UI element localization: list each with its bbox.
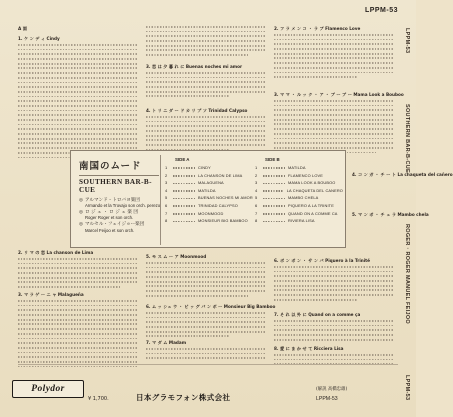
track-title: QUAND ON A COMME CA (288, 210, 338, 216)
section (352, 212, 429, 220)
artist-item (79, 198, 160, 208)
section (274, 92, 404, 156)
track-row (165, 203, 253, 208)
track-listing-panel (70, 150, 346, 248)
spine-artists: ROGER · ROGER MANUEL FEIJOO (404, 223, 410, 324)
section-title: 5. マ ン ボ ・ チ ェ ラ Mambo chela (352, 212, 429, 217)
artist-name-japanese: ロ ジ ェ ・ ロ ジ ェ 楽 団 (84, 210, 138, 216)
track-row (255, 203, 343, 208)
bullet-icon: ◎ (79, 198, 83, 203)
divider (18, 364, 398, 365)
spine-catalog-top: LPPM-53 (404, 28, 410, 54)
spine-catalog-bottom: LPPM-53 (404, 374, 410, 400)
section (146, 304, 276, 340)
section-title: 4. コ ン ガ ・ チ ー ト La chaqueta del cañero (352, 172, 453, 177)
price: ¥ 1,700. (88, 396, 109, 402)
side-a-tracklist (165, 157, 253, 226)
track-number: 8 (255, 218, 258, 224)
section-title: 3. 恋 は 夕 暮 れ に Buenas noches mi amor (146, 64, 243, 69)
track-title: LA CHANSON DE LIMA (198, 172, 243, 178)
track-row (255, 173, 343, 178)
track-number: 5 (165, 195, 168, 201)
spine-title: SOUTHERN BAR-B-CUE (404, 104, 410, 174)
track-number: 8 (165, 218, 168, 224)
bullet-icon: ◎ (79, 210, 83, 216)
bullet-icon: ◎ (79, 222, 83, 228)
track-title: MAMBO CHELA (288, 195, 319, 201)
section (146, 340, 266, 362)
track-number: 7 (165, 210, 168, 216)
section-title: 3. マ マ ・ ル ッ ク ・ ア ・ ブ ー ブ ー Mama Look a Bouboo (274, 92, 404, 97)
section (18, 292, 138, 370)
track-number: 4 (255, 187, 258, 193)
section (18, 250, 138, 291)
track-number: 2 (255, 172, 258, 178)
catalog-number: LPPM-53 (364, 7, 398, 14)
album-title-english: SOUTHERN BAR-B-CUE (79, 175, 159, 194)
track-number: 4 (165, 187, 168, 193)
artist-name-japanese: マルセル・フェイジョー楽団 (84, 222, 145, 228)
album-title-japanese: 南国のムード (79, 161, 142, 172)
section-title: A 面 (18, 26, 27, 31)
section-title: 8. 愛 に ま か せ て Ricciera Lisa (274, 346, 344, 351)
track-row (255, 195, 343, 200)
track-row (165, 180, 253, 185)
track-row (165, 195, 253, 200)
track-title: TRINIDAD CALYPSO (198, 202, 238, 208)
track-number: 2 (165, 172, 168, 178)
polydor-logo (12, 380, 84, 398)
artist-name-english: Marcel Feijoo et son orch. (84, 227, 135, 233)
track-row (165, 165, 253, 170)
section (352, 172, 453, 180)
section (274, 258, 394, 304)
artist-list (79, 198, 160, 233)
track-title: MOONMOOD (198, 210, 224, 216)
artist-name-japanese: アルマンド・トロバヨ楽団 (84, 198, 140, 203)
section-title: 6. ム ッ シュ ウ ・ ビ ッ グ バ ン ボ ー Monsieur Big Bamboo (146, 304, 276, 309)
track-row (165, 218, 253, 223)
footer-catalog-number: LPPM-53 (316, 396, 338, 402)
section (146, 108, 266, 154)
section (274, 312, 394, 343)
section (274, 26, 394, 81)
track-number: 3 (165, 180, 168, 186)
section-title: 4. ト リ ニ ダ ー ド カ リ プ ソ Trinidad Calypso (146, 108, 248, 113)
track-row (255, 218, 343, 223)
track-row (255, 165, 343, 170)
track-number: 7 (255, 210, 258, 216)
track-title: MAMA LOOK A BOUBOO (288, 180, 336, 186)
track-row (165, 188, 253, 193)
section-title: 6. ボ ン ボ ン ・ サ ン バ Piquero à la Trinité (274, 258, 371, 263)
logo-text: Polydor (31, 384, 65, 394)
track-number: 3 (255, 180, 258, 186)
track-number: 5 (255, 195, 258, 201)
track-title: FLAMENCO LOVE (288, 172, 324, 178)
track-row (255, 180, 343, 185)
artist-item (79, 222, 160, 232)
album-title-block (75, 155, 161, 245)
track-title: MONSIEUR BIG BAMBOO (198, 218, 248, 224)
track-row (165, 211, 253, 216)
side-b-label: SIDE B (265, 157, 280, 162)
side-b-tracklist (255, 157, 343, 226)
section (146, 64, 266, 100)
section (18, 36, 138, 161)
section (146, 26, 266, 59)
section-heading (18, 26, 138, 34)
section-title: 1. ケ ン デ ィ Cindy (18, 36, 60, 41)
section-title: 2. リ マ の 恋 La chanson de Lima (18, 250, 94, 255)
track-title: MATILDA (198, 187, 216, 193)
track-title: RIVIERA LISA (288, 218, 315, 224)
section (146, 254, 266, 300)
side-a-label: SIDE A (175, 157, 190, 162)
track-row (255, 211, 343, 216)
section-title: 7. そ れ 以 外 に Quand on a comme ça (274, 312, 361, 317)
track-title: MATILDA (288, 165, 306, 170)
footer (0, 372, 416, 417)
section-title: 3. マ ラ ゲ ー ニ ャ Malagueña (18, 292, 84, 297)
liner-notes-credit: (解説 高橋忠雄) (316, 387, 348, 392)
section-title: 5. モ ス ム ー ア Moonmood (146, 254, 207, 259)
artist-item (79, 210, 160, 220)
track-title: CINDY (198, 165, 211, 170)
section-title: 2. フ ラ メ ン コ ・ ラ ブ Flamenco Love (274, 26, 361, 31)
track-title: LA CHAQUETA DEL CANERO (286, 187, 343, 193)
track-number: 1 (255, 165, 258, 170)
company-name: 日本グラモフォン株式会社 (136, 393, 231, 402)
track-title: PIQUERO A LA TRINITE (288, 202, 334, 208)
section-title: 7. マ ダ ム Madam (146, 340, 187, 345)
track-number: 6 (165, 202, 168, 208)
artist-name-english: Roger Roger et son orch. (84, 215, 134, 221)
artist-name-english: Armando et la Trovajo son orch. perezo (84, 203, 161, 209)
track-number: 1 (165, 165, 168, 170)
track-row (165, 173, 253, 178)
track-number: 6 (255, 202, 258, 208)
track-row (255, 188, 343, 193)
track-title: MALAGUENA (198, 180, 224, 186)
track-title: BUENAS NOCHES MI AMOR (198, 195, 253, 201)
